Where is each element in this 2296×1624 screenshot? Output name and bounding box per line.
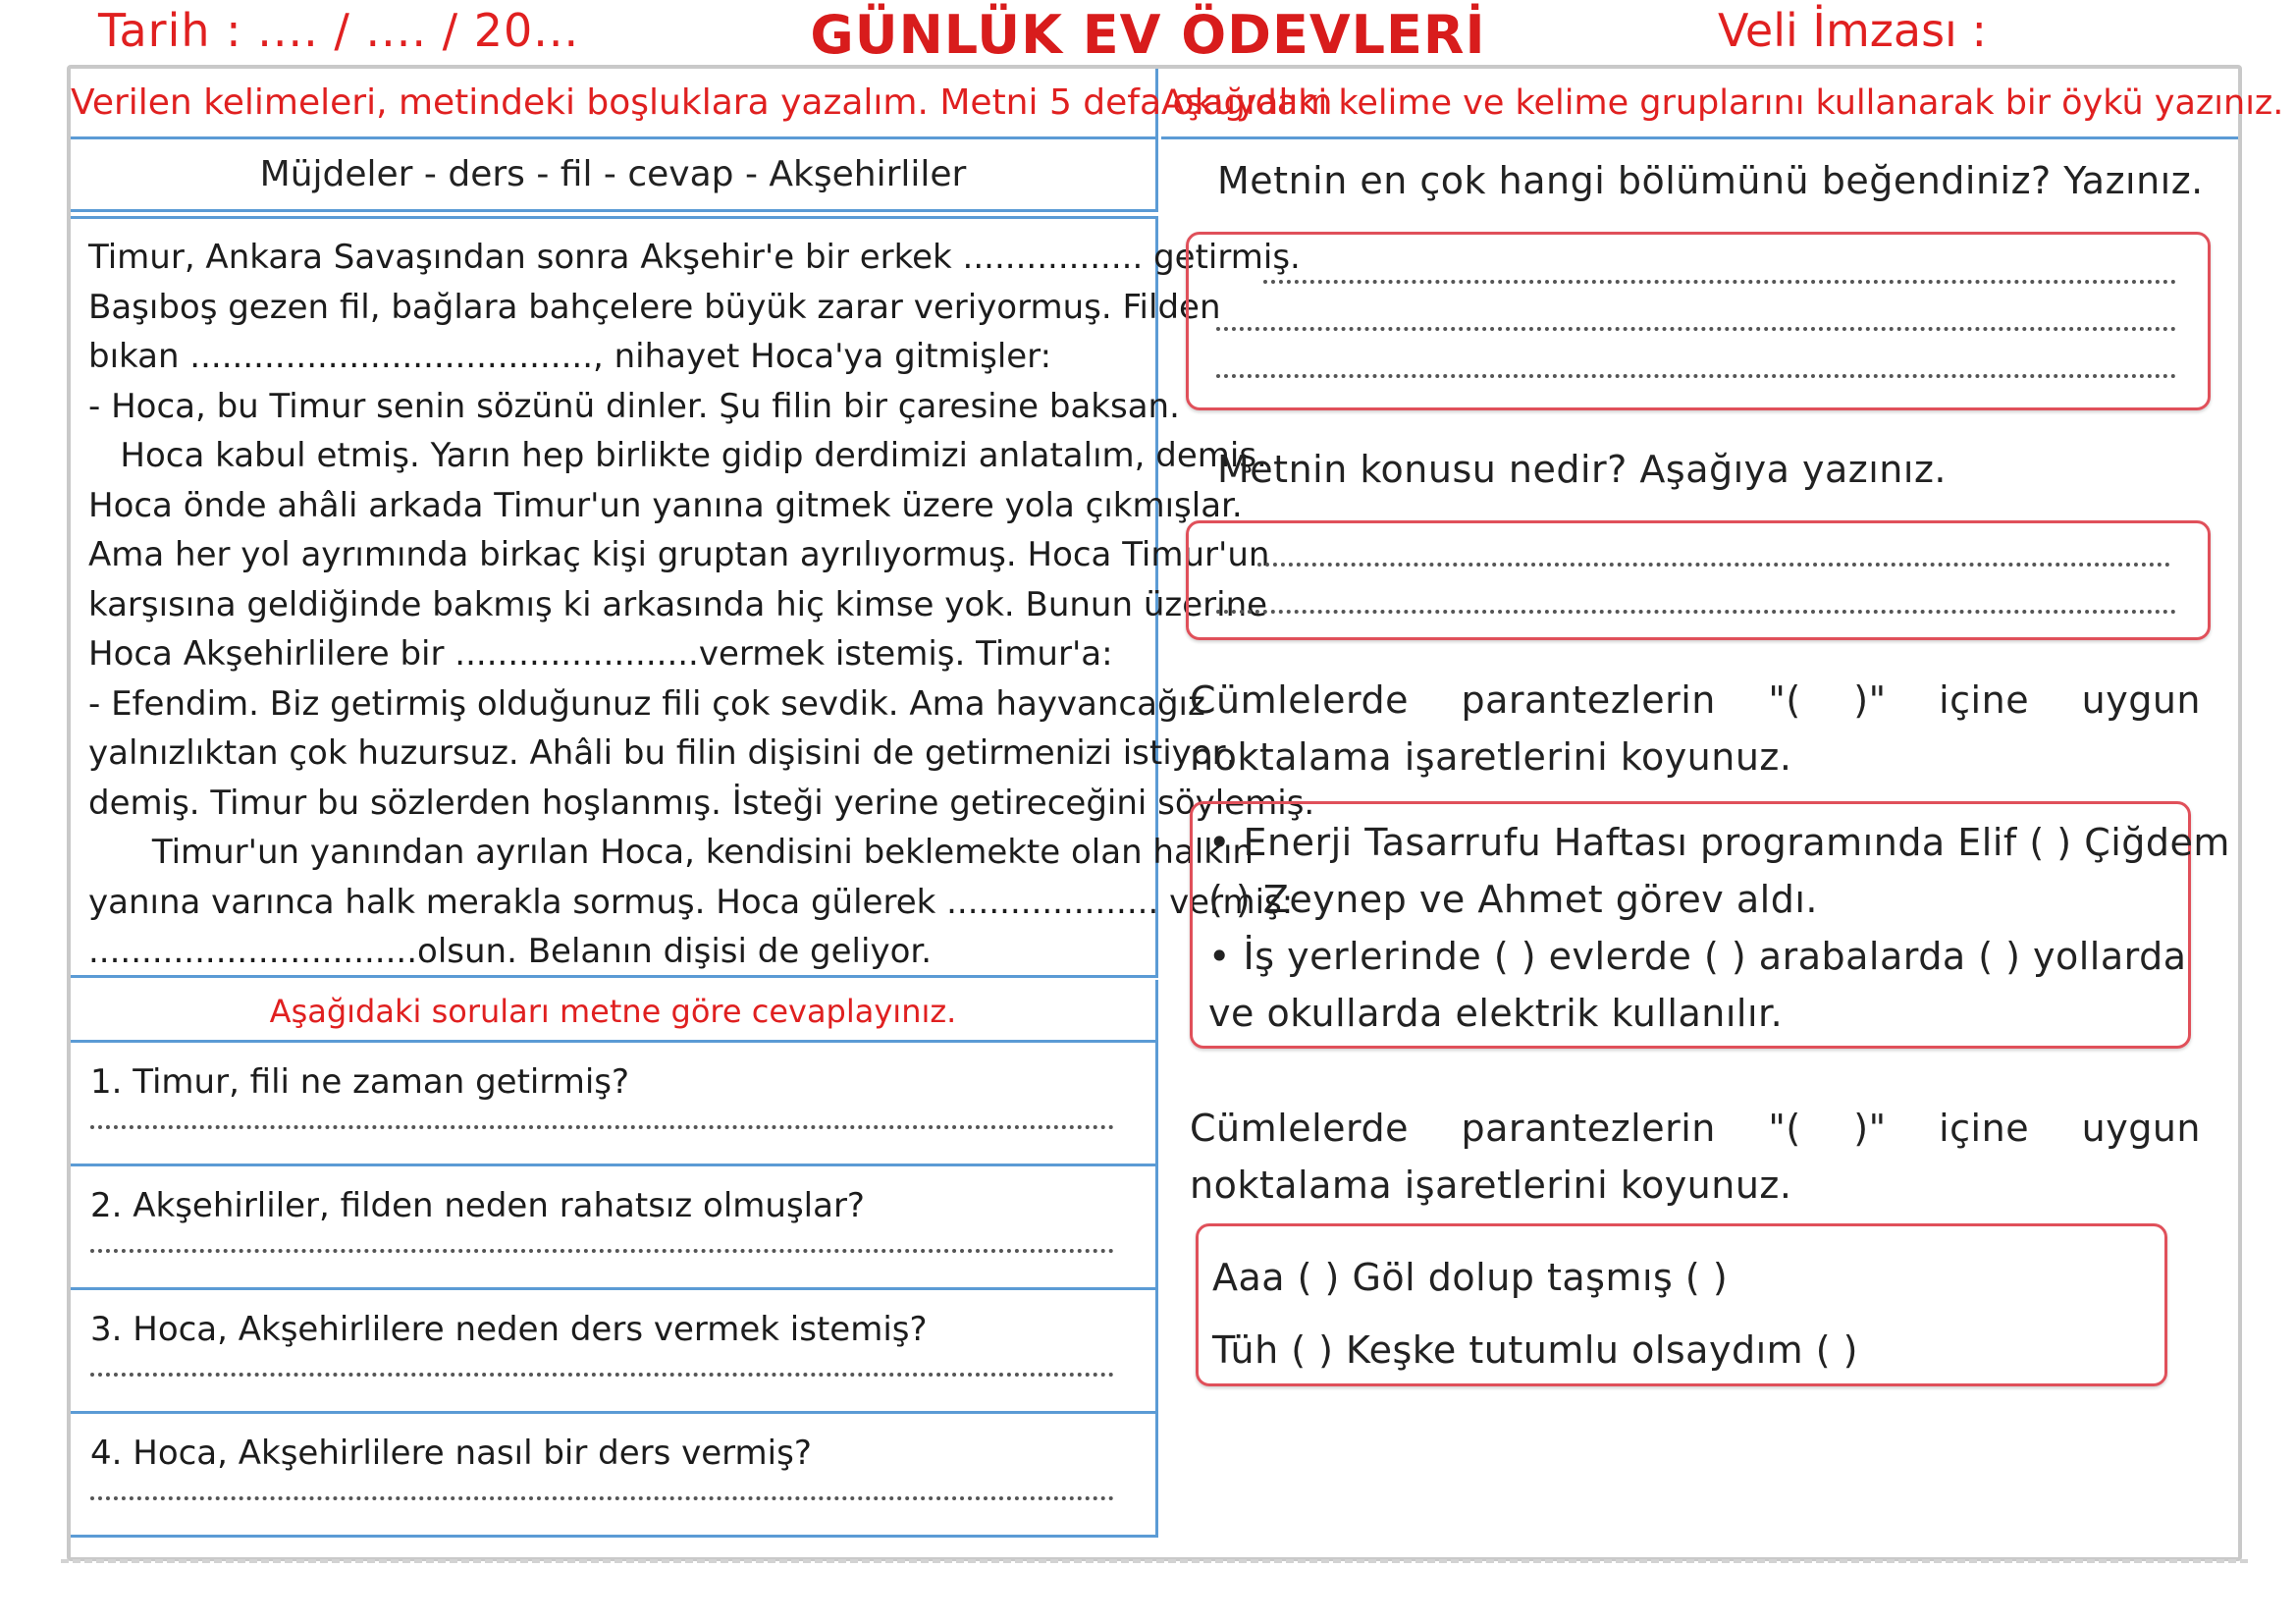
punctuation-sentence[interactable]: ( ) Zeynep ve Ahmet görev aldı. bbox=[1208, 878, 1818, 921]
story-line: - Efendim. Biz getirmiş olduğunuz fili çok sevdik. Ama hayvancağız bbox=[88, 683, 1205, 724]
story-text bbox=[71, 216, 1315, 978]
punctuation-box-2 bbox=[1196, 1223, 2167, 1386]
answer-line bbox=[1216, 374, 2176, 378]
page-title: GÜNLÜK EV ÖDEVLERİ bbox=[810, 4, 1486, 66]
answer-line[interactable] bbox=[90, 1249, 1114, 1253]
answer-line bbox=[1263, 280, 2176, 284]
story-line: Timur'un yanından ayrılan Hoca, kendisini beklemekte olan halkın bbox=[88, 833, 1254, 872]
punctuation-sentence[interactable]: Tüh ( ) Keşke tutumlu olsaydım ( ) bbox=[1212, 1328, 1858, 1372]
topic-question: Metnin konusu nedir? Aşağıya yazınız. bbox=[1217, 448, 1947, 491]
story-line: Timur, Ankara Savaşından sonra Akşehir'e bir erkek ................. getirmiş. bbox=[88, 238, 1301, 277]
favorite-part-question: Metnin en çok hangi bölümünü beğendiniz? Yazınız. bbox=[1217, 159, 2204, 202]
question-1 bbox=[71, 1043, 1158, 1166]
punctuation-instruction-1: Cümlelerde parantezlerin "( )" içine uygun noktalama işaretlerini koyunuz. bbox=[1190, 678, 2201, 779]
answer-line bbox=[1216, 327, 2176, 331]
parent-signature-label: Veli İmzası : bbox=[1718, 4, 1987, 57]
punctuation-box-1 bbox=[1190, 801, 2230, 1049]
story-line: ...............................olsun. Belanın dişisi de geliyor. bbox=[88, 932, 933, 971]
punctuation-sentence[interactable]: ve okullarda elektrik kullanılır. bbox=[1208, 992, 1784, 1035]
word-bank: Müjdeler - ders - fil - cevap - Akşehirliler bbox=[71, 139, 1158, 212]
question-text: 1. Timur, fili ne zaman getirmiş? bbox=[90, 1062, 630, 1102]
story-writing-instruction: Aşağıdaki kelime ve kelime gruplarını kullanarak bir öykü yazınız. bbox=[1161, 69, 2238, 139]
story-line: Başıboş gezen fil, bağlara bahçelere büyük zarar veriyormuş. Filden bbox=[88, 287, 1221, 327]
frame-bottom-dashes bbox=[61, 1559, 2248, 1565]
question-2 bbox=[71, 1166, 1158, 1290]
story-line: yanına varınca halk merakla sormuş. Hoca gülerek .................... vermiş: bbox=[88, 882, 1294, 922]
date-field: Tarih : .... / .... / 20... bbox=[98, 4, 580, 57]
favorite-part-answer-box[interactable] bbox=[1186, 232, 2211, 410]
story-line: - Hoca, bu Timur senin sözünü dinler. Şu filin bir çaresine baksan. bbox=[88, 386, 1180, 426]
question-3 bbox=[71, 1290, 1158, 1414]
answer-line[interactable] bbox=[90, 1496, 1114, 1500]
question-4 bbox=[71, 1414, 1158, 1538]
question-text: 4. Hoca, Akşehirlilere nasıl bir ders vermiş? bbox=[90, 1434, 812, 1473]
punctuation-instruction-2: Cümlelerde parantezlerin "( )" içine uygun noktalama işaretlerini koyunuz. bbox=[1190, 1107, 2201, 1207]
question-text: 2. Akşehirliler, filden neden rahatsız olmuşlar? bbox=[90, 1186, 865, 1225]
fill-blank-instruction: Verilen kelimeleri, metindeki boşluklara yazalım. Metni 5 defa okuyalım bbox=[71, 69, 1158, 139]
question-text: 3. Hoca, Akşehirlilere neden ders vermek istemiş? bbox=[90, 1310, 928, 1349]
answer-line bbox=[1216, 610, 2176, 614]
punctuation-sentence[interactable]: Aaa ( ) Göl dolup taşmış ( ) bbox=[1212, 1256, 1729, 1299]
questions-heading: Aşağıdaki soruları metne göre cevaplayınız. bbox=[71, 980, 1158, 1043]
answer-line bbox=[1257, 563, 2170, 567]
story-line: Hoca kabul etmiş. Yarın hep birlikte gidip derdimizi anlatalım, demiş. bbox=[88, 436, 1267, 475]
story-line: Ama her yol ayrımında birkaç kişi gruptan ayrılıyormuş. Hoca Timur'un bbox=[88, 535, 1270, 574]
story-line: yalnızlıktan çok huzursuz. Ahâli bu filin dişisini de getirmenizi istiyor, bbox=[88, 733, 1237, 773]
story-line: karşısına geldiğinde bakmış ki arkasında hiç kimse yok. Bunun üzerine bbox=[88, 584, 1268, 624]
story-line: demiş. Timur bu sözlerden hoşlanmış. İsteği yerine getireceğini söylemiş. bbox=[88, 783, 1315, 823]
story-line: Hoca önde ahâli arkada Timur'un yanına gitmek üzere yola çıkmışlar. bbox=[88, 485, 1243, 525]
punctuation-sentence[interactable]: • İş yerlerinde ( ) evlerde ( ) arabalarda ( ) yollarda bbox=[1208, 935, 2187, 978]
story-line: bıkan ......................................, nihayet Hoca'ya gitmişler: bbox=[88, 337, 1052, 376]
topic-answer-box[interactable] bbox=[1186, 520, 2211, 640]
story-line: Hoca Akşehirlilere bir .......................vermek istemiş. Timur'a: bbox=[88, 634, 1113, 674]
answer-line[interactable] bbox=[90, 1373, 1114, 1377]
answer-line[interactable] bbox=[90, 1125, 1114, 1129]
punctuation-sentence[interactable]: • Enerji Tasarrufu Haftası programında Elif ( ) Çiğdem bbox=[1208, 821, 2230, 864]
